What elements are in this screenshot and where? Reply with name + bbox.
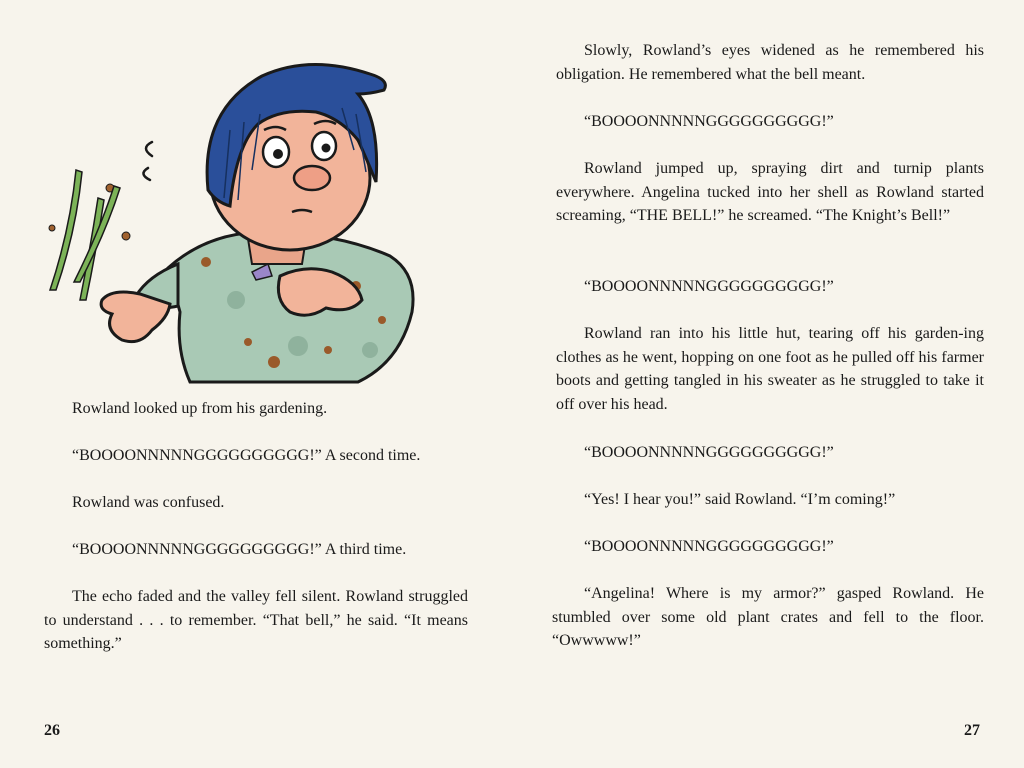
paragraph: “BOOOONNNNNGGGGGGGGGG!” [584, 538, 834, 555]
paragraph: Rowland was confused. [72, 494, 225, 511]
paragraph: Rowland looked up from his gardening. [72, 400, 328, 417]
paragraph: “Angelina! Where is my armor?” gasped Rowland. He stumbled over some old plant crates and fell to the floor. “Owwwww!” [552, 585, 984, 649]
paragraph: Rowland jumped up, spraying dirt and turnip plants everywhere. Angelina tucked into her shell as Rowland started screaming, “THE BELL!” he screamed. “The Knight’s Bell!” [556, 160, 984, 224]
paragraph: Slowly, Rowland’s eyes widened as he remembered his obligation. He remembered what the bell meant. [556, 42, 984, 83]
paragraph: “BOOOONNNNNGGGGGGGGGG!” [584, 113, 834, 130]
right-pupil [322, 144, 331, 153]
motion-lines [143, 142, 152, 180]
nose [294, 166, 330, 190]
rowland-illustration [40, 50, 440, 390]
paragraph: “BOOOONNNNNGGGGGGGGGG!” [584, 278, 834, 295]
right-page [512, 0, 1024, 768]
paragraph: Rowland ran into his little hut, tearing off his garden-ing clothes as he went, hopping on one foot as he pulled off his farmer boots and getting tangled in his sweater as he struggled to take it off over his head. [556, 325, 984, 413]
paragraph: “BOOOONNNNNGGGGGGGGGG!” A second time. [72, 447, 421, 464]
page-number: 26 [44, 722, 60, 739]
paragraph: “BOOOONNNNNGGGGGGGGGG!” A third time. [72, 541, 407, 558]
left-pupil [273, 149, 283, 159]
paragraph: “Yes! I hear you!” said Rowland. “I’m coming!” [584, 491, 896, 508]
left-hand [101, 292, 170, 342]
page-number: 27 [964, 722, 980, 739]
paragraph: The echo faded and the valley fell silent. Rowland struggled to understand . . . to remember. “That bell,” he said. “It means something.” [44, 588, 468, 652]
paragraph: “BOOOONNNNNGGGGGGGGGG!” [584, 444, 834, 461]
